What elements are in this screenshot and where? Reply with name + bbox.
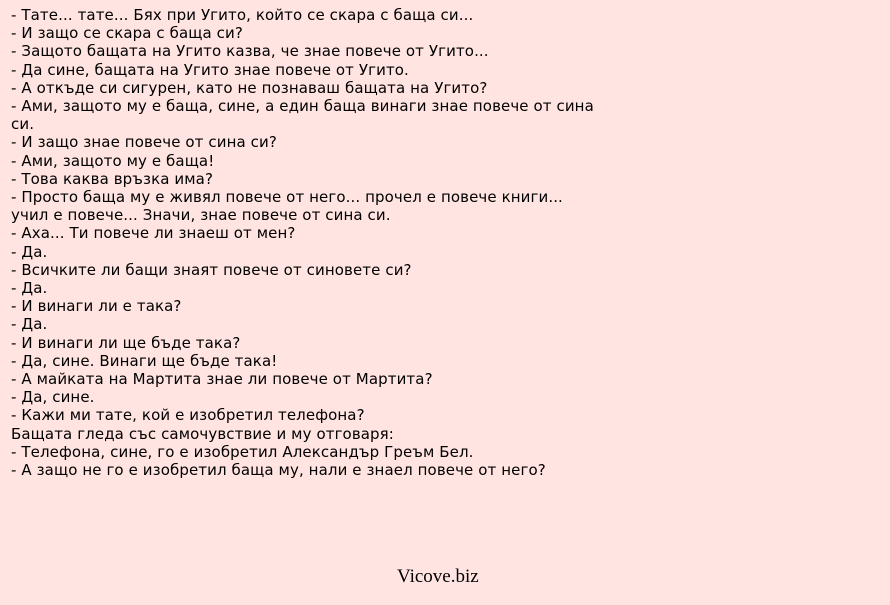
joke-line: - А майката на Мартита знае ли повече от Мартита? xyxy=(11,370,433,389)
joke-line: - Да. xyxy=(11,279,48,298)
joke-line: - И защо знае повече от сина си? xyxy=(11,133,277,152)
joke-line: - А откъде си сигурен, като не познаваш бащата на Угито? xyxy=(11,78,488,97)
joke-text xyxy=(11,6,611,479)
joke-line: - Аха... Ти повече ли знаеш от мен? xyxy=(11,224,296,243)
joke-line: - И винаги ли ще бъде така? xyxy=(11,333,241,352)
joke-line: Бащата гледа със самочувствие и му отговаря: xyxy=(11,424,394,443)
joke-line: - Защото бащата на Угито казва, че знае повече от Угито... xyxy=(11,42,489,61)
joke-line: - Ами, защото му е баща, сине, а един баща винаги знае повече от сина си. xyxy=(11,97,594,134)
joke-line: - Да сине, бащата на Угито знае повече от Угито. xyxy=(11,60,409,79)
joke-line: - Всичките ли бащи знаят повече от синовете си? xyxy=(11,260,412,279)
joke-line: - Да, сине. Винаги ще бъде така! xyxy=(11,351,278,370)
joke-line: - А защо не го е изобретил баща му, нали е знаел повече от него? xyxy=(11,461,546,480)
joke-line: - Да, сине. xyxy=(11,388,95,407)
joke-line: - Телефона, сине, го е изобретил Александър Греъм Бел. xyxy=(11,442,474,461)
joke-line: - Ами, защото му е баща! xyxy=(11,151,215,170)
joke-line: - Това каква връзка има? xyxy=(11,169,214,188)
joke-line: - Просто баща му е живял повече от него... прочел е повече книги... учил е повече... Значи, знае повече от сина си. xyxy=(11,188,563,225)
joke-line: - И винаги ли е така? xyxy=(11,297,182,316)
joke-line: - Да. xyxy=(11,315,48,334)
joke-line: - И защо се скара с баща си? xyxy=(11,24,243,43)
site-watermark: Vicove.biz xyxy=(397,566,479,587)
joke-line: - Кажи ми тате, кой е изобретил телефона? xyxy=(11,406,365,425)
joke-line: - Да. xyxy=(11,242,48,261)
joke-line: - Тате... тате... Бях при Угито, който се скара с баща си... xyxy=(11,6,474,24)
